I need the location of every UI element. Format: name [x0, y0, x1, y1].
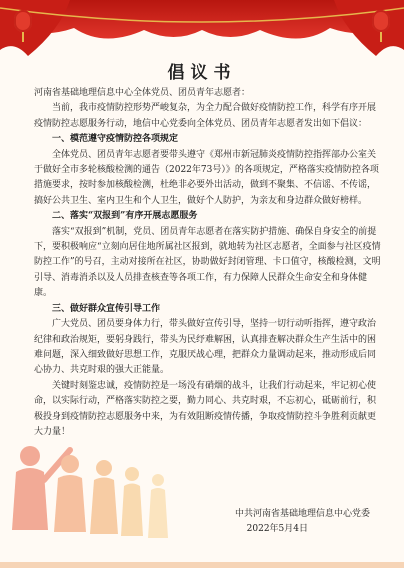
proposal-body	[34, 86, 384, 440]
volunteers-silhouette-decoration	[0, 420, 210, 568]
lantern-icon	[14, 10, 32, 32]
red-curtain-decoration	[0, 0, 404, 64]
closing-paragraph: 关键时刻鉴忠诚，疫情防控是一场没有硝烟的战斗，让我们行动起来，牢记初心使命，以实际行动，严格落实防控之要，勤力同心、共克时艰，不忘初心，砥砺前行，积极投身到疫情防控志愿服务中来，为有效阻断疫情传播，争取疫情防控斗争胜利贡献更大力量！	[34, 380, 377, 437]
section-body-3: 广大党员、团员要身体力行，带头做好宣传引导，坚持一切行动听指挥，遵守政治纪律和政治规矩，要躬身践行，带头为民纾难解困，认真排查解决群众生产生活中的困难问题，深入细致做好思想工作，克服厌战心理，把群众力量调动起来，推动形成后同心协力、共克时艰的强大正能量。	[34, 319, 377, 376]
salutation: 河南省基础地理信息中心全体党员、团员青年志愿者：	[34, 88, 251, 98]
signature-date: 2022年5月4日	[246, 524, 308, 534]
section-heading-2: 二、落实“双报到”有序开展志愿服务	[52, 211, 198, 222]
intro-paragraph: 当前，我市疫情防控形势严峻复杂，为全力配合做好疫情防控工作，科学有序开展疫情防控志愿服务行动，地信中心党委向全体党员、团员青年志愿者发出如下倡议：	[34, 103, 377, 129]
section-heading-1: 一、模范遵守疫情防控各项规定	[52, 134, 179, 145]
footer-decoration	[0, 562, 404, 568]
lantern-tassel-icon	[22, 32, 24, 42]
section-body-2: 落实“双报到”机制，党员、团员青年志愿者在落实防护措施、确保自身安全的前提下，要积极响应“立刻向居住地所属社区报到，就地转为社区志愿者，全面参与社区疫情防控工作”的号召，主动对接所在社区，协助做好封闭管理、卡口值守，核酸检测，文明引导、消毒消杀以及人员排查核查等各项工作，有力保障人民群众生命安全和身体健康。	[34, 226, 381, 299]
signature-organization: 中共河南省基础地理信息中心党委	[234, 509, 370, 519]
section-body-1: 全体党员、团员青年志愿者要带头遵守《郑州市新冠肺炎疫情防控指挥部办公室关于做好全市多轮核酸检测的通告（2022年73号）》的各项规定，严格落实疫情防控各项措施要求，按时参加核酸检测，杜绝非必要外出活动，做到不聚集、不信谣、不传谣，搞好公共卫生、室内卫生和个人卫生，做好个人防护，为亲友和身边群众做好榜样。	[34, 149, 379, 206]
section-heading-3: 三、做好群众宣传引导工作	[52, 303, 161, 314]
page-title: 倡议书	[167, 63, 237, 83]
lantern-tassel-icon	[380, 32, 382, 42]
lantern-icon	[372, 10, 390, 32]
